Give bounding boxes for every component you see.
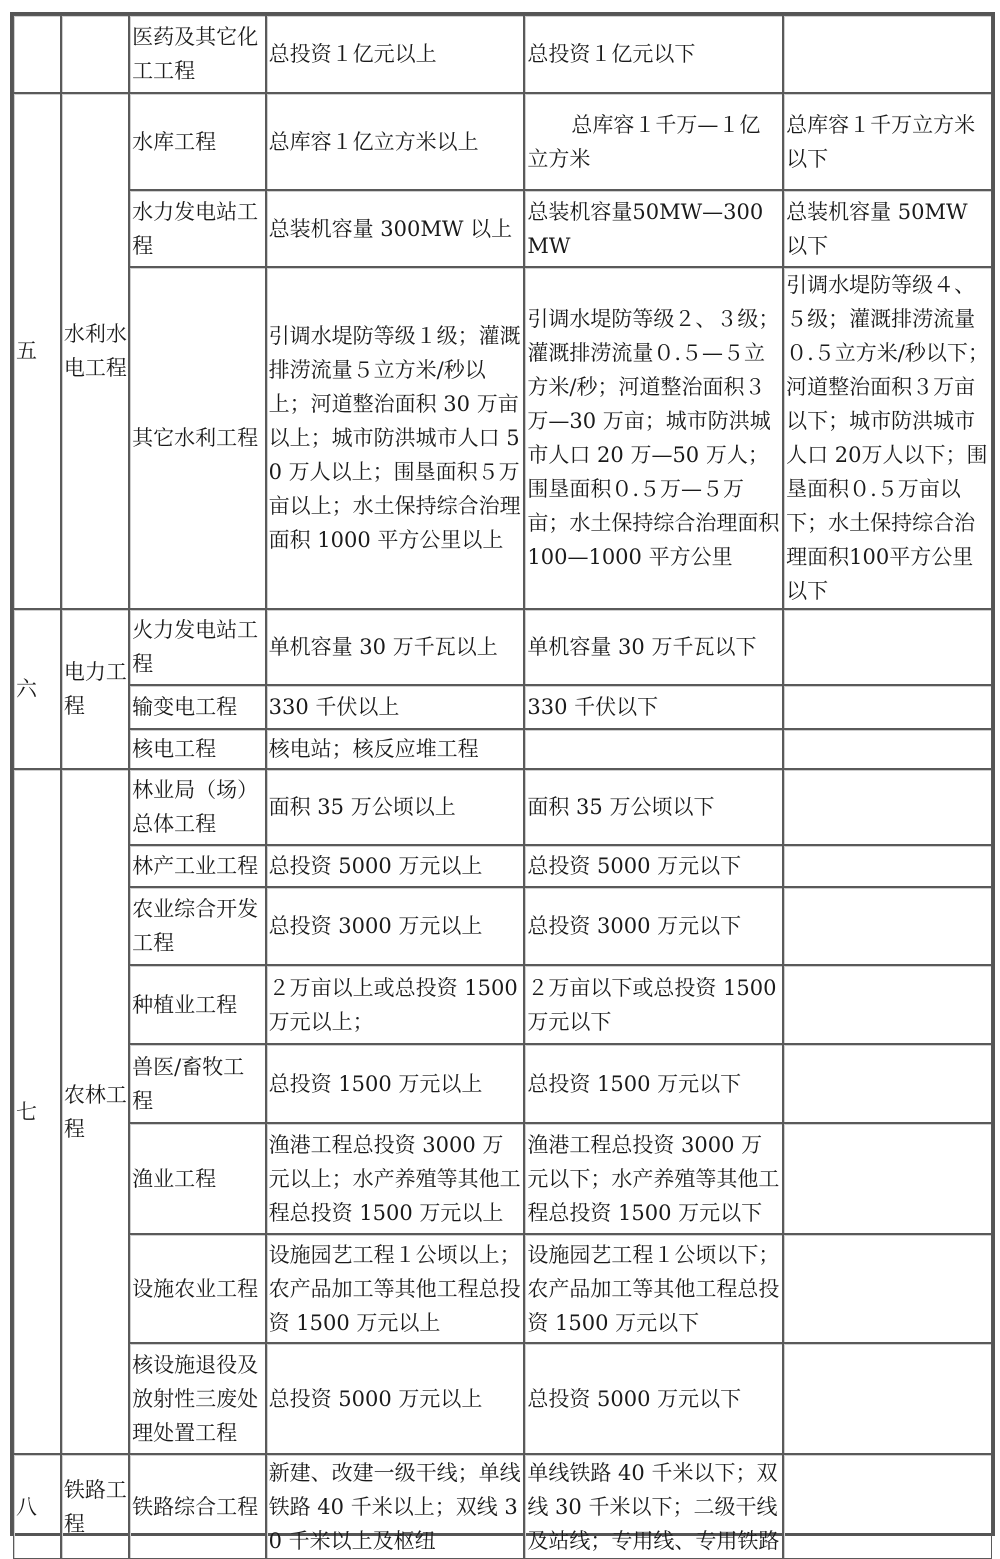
large-scale-cell: 新建、改建一级干线；单线铁路 40 千米以上；双线 30 千米以上及枢纽: [266, 1454, 525, 1559]
large-scale-cell: 330 千伏以上: [266, 685, 525, 729]
large-scale-cell: 总投资 5000 万元以上: [266, 845, 525, 887]
medium-scale-cell: 单机容量 30 万千瓦以下: [524, 609, 783, 685]
small-scale-cell: [783, 729, 992, 769]
large-scale-cell: ２万亩以上或总投资 1500 万元以上；: [266, 965, 525, 1044]
table-row: [13, 685, 992, 729]
large-scale-cell: 渔港工程总投资 3000 万元以上；水产养殖等其他工程总投资 1500 万元以上: [266, 1123, 525, 1234]
item-cell: 核设施退役及放射性三废处理处置工程: [129, 1343, 266, 1454]
table-row: [13, 93, 992, 190]
item-cell: 水力发电站工程: [129, 190, 266, 267]
small-scale-cell: [783, 1234, 992, 1343]
small-scale-cell: [783, 1343, 992, 1454]
large-scale-cell: 单机容量 30 万千瓦以上: [266, 609, 525, 685]
small-scale-cell: [783, 1123, 992, 1234]
medium-scale-cell: [524, 729, 783, 769]
small-scale-cell: 引调水堤防等级４、５级；灌溉排涝流量０.５立方米/秒以下；河道整治面积３万亩以下；城市防洪城市人口 20万人以下；围垦面积０.５万亩以下；水土保持综合治理面积100平方公里以下: [783, 267, 992, 609]
table-row: [13, 1044, 992, 1123]
group-name-cell: 电力工程: [61, 609, 129, 769]
document-page: [10, 12, 995, 1553]
medium-scale-cell: 设施园艺工程１公顷以下；农产品加工等其他工程总投资 1500 万元以下: [524, 1234, 783, 1343]
table-row: [13, 190, 992, 267]
item-cell: 种植业工程: [129, 965, 266, 1044]
small-scale-cell: [783, 845, 992, 887]
group-name-cell: 铁路工程: [61, 1454, 129, 1559]
medium-scale-cell: 引调水堤防等级２、３级；灌溉排涝流量０.５—５立方米/秒；河道整治面积３万—30 万亩；城市防洪城市人口 20 万—50 万人；围垦面积０.５万—５万亩；水土保持综合治理面积100—1000 平方公里: [524, 267, 783, 609]
small-scale-cell: 总装机容量 50MW 以下: [783, 190, 992, 267]
medium-scale-cell: ２万亩以下或总投资 1500 万元以下: [524, 965, 783, 1044]
group-number-cell: 八: [13, 1454, 61, 1559]
small-scale-cell: [783, 685, 992, 729]
medium-scale-cell: 总投资 1500 万元以下: [524, 1044, 783, 1123]
item-cell: 渔业工程: [129, 1123, 266, 1234]
table-row: [13, 1234, 992, 1343]
table-row: [13, 1123, 992, 1234]
item-cell: 林产工业工程: [129, 845, 266, 887]
group-name-cell: [61, 15, 129, 93]
small-scale-cell: 总库容１千万立方米以下: [783, 93, 992, 190]
small-scale-cell: [783, 769, 992, 845]
large-scale-cell: 总投资 3000 万元以上: [266, 887, 525, 965]
large-scale-cell: 核电站；核反应堆工程: [266, 729, 525, 769]
table-row: [13, 845, 992, 887]
item-cell: 输变电工程: [129, 685, 266, 729]
item-cell: 其它水利工程: [129, 267, 266, 609]
medium-scale-cell: 总投资 5000 万元以下: [524, 1343, 783, 1454]
group-name-cell: 水利水电工程: [61, 93, 129, 609]
medium-scale-cell: 总投资 3000 万元以下: [524, 887, 783, 965]
group-number-cell: 七: [13, 769, 61, 1454]
small-scale-cell: [783, 15, 992, 93]
small-scale-cell: [783, 609, 992, 685]
item-cell: 林业局（场）总体工程: [129, 769, 266, 845]
medium-scale-cell: 总投资 5000 万元以下: [524, 845, 783, 887]
small-scale-cell: [783, 1454, 992, 1559]
group-number-cell: [13, 15, 61, 93]
group-name-cell: 农林工程: [61, 769, 129, 1454]
medium-scale-cell: 330 千伏以下: [524, 685, 783, 729]
table-row: [13, 609, 992, 685]
group-number-cell: 五: [13, 93, 61, 609]
large-scale-cell: 总投资 1500 万元以上: [266, 1044, 525, 1123]
table-row: [13, 965, 992, 1044]
medium-scale-cell: 单线铁路 40 千米以下；双线 30 千米以下；二级干线及站线；专用线、专用铁路: [524, 1454, 783, 1559]
item-cell: 兽医/畜牧工程: [129, 1044, 266, 1123]
large-scale-cell: 总装机容量 300MW 以上: [266, 190, 525, 267]
small-scale-cell: [783, 887, 992, 965]
medium-scale-cell: 面积 35 万公顷以下: [524, 769, 783, 845]
medium-scale-cell: 总投资１亿元以下: [524, 15, 783, 93]
table-row: [13, 15, 992, 93]
item-cell: 农业综合开发工程: [129, 887, 266, 965]
table-row: [13, 1343, 992, 1454]
large-scale-cell: 总投资 5000 万元以上: [266, 1343, 525, 1454]
item-cell: 医药及其它化工工程: [129, 15, 266, 93]
table-row: [13, 887, 992, 965]
medium-scale-cell: 总库容１千万—１亿立方米: [524, 93, 783, 190]
group-number-cell: 六: [13, 609, 61, 769]
item-cell: 设施农业工程: [129, 1234, 266, 1343]
large-scale-cell: 设施园艺工程１公顷以上；农产品加工等其他工程总投资 1500 万元以上: [266, 1234, 525, 1343]
large-scale-cell: 总投资１亿元以上: [266, 15, 525, 93]
medium-scale-cell: 总装机容量50MW—300MW: [524, 190, 783, 267]
table-row: [13, 267, 992, 609]
item-cell: 火力发电站工程: [129, 609, 266, 685]
engineering-scale-table: [13, 15, 992, 1559]
large-scale-cell: 面积 35 万公顷以上: [266, 769, 525, 845]
large-scale-cell: 总库容１亿立方米以上: [266, 93, 525, 190]
table-row: [13, 1454, 992, 1559]
small-scale-cell: [783, 965, 992, 1044]
table-row: [13, 769, 992, 845]
small-scale-cell: [783, 1044, 992, 1123]
item-cell: 水库工程: [129, 93, 266, 190]
item-cell: 铁路综合工程: [129, 1454, 266, 1559]
table-row: [13, 729, 992, 769]
item-cell: 核电工程: [129, 729, 266, 769]
medium-scale-cell: 渔港工程总投资 3000 万元以下；水产养殖等其他工程总投资 1500 万元以下: [524, 1123, 783, 1234]
large-scale-cell: 引调水堤防等级１级；灌溉排涝流量５立方米/秒以上；河道整治面积 30 万亩以上；城市防洪城市人口 50 万人以上；围垦面积５万亩以上；水土保持综合治理面积 1000 平方公里以上: [266, 267, 525, 609]
